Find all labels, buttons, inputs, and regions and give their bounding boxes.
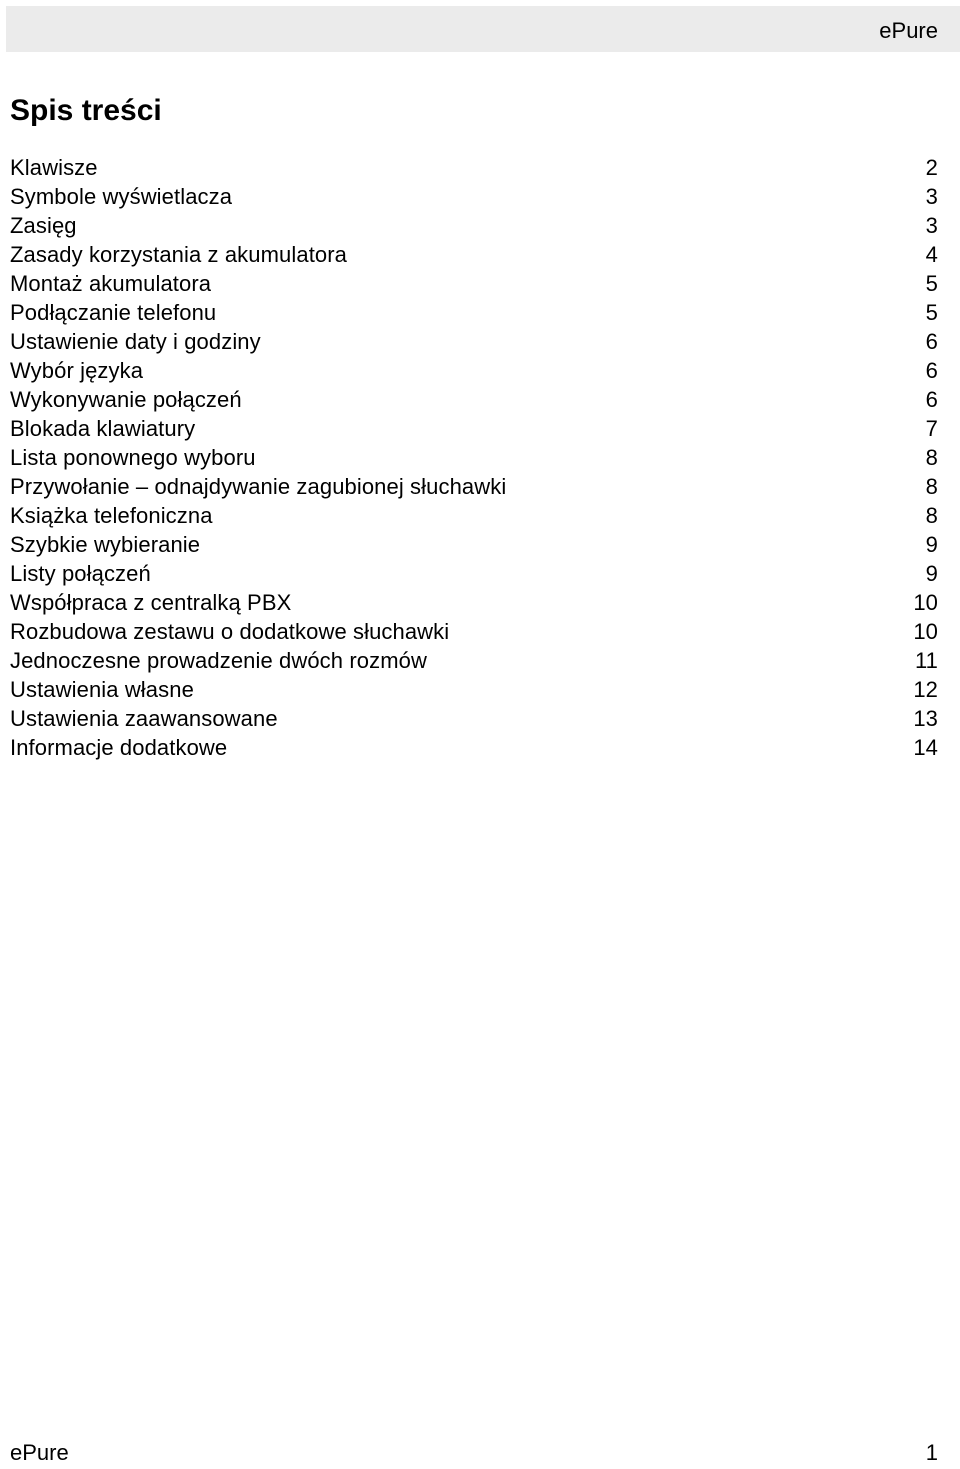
toc-entry-label: Książka telefoniczna — [10, 503, 213, 528]
toc-entry-page: 9 — [925, 561, 938, 586]
toc-entry-label: Przywołanie – odnajdywanie zagubionej słuchawki — [10, 474, 507, 499]
toc-entry-page: 8 — [925, 503, 938, 528]
toc-entry-page: 13 — [913, 706, 938, 731]
toc-entry-page: 10 — [913, 590, 938, 615]
toc-entry[interactable] — [10, 559, 938, 588]
toc-entry-label: Wykonywanie połączeń — [10, 387, 242, 412]
toc-entry[interactable] — [10, 704, 938, 733]
toc-entry-label: Klawisze — [10, 155, 98, 180]
page-footer — [10, 1440, 938, 1466]
toc-entry-page: 3 — [925, 213, 938, 238]
toc-entry-page: 7 — [925, 416, 938, 441]
toc-entry[interactable] — [10, 501, 938, 530]
toc-entry[interactable] — [10, 530, 938, 559]
toc-entry-label: Listy połączeń — [10, 561, 151, 586]
toc-entry-page: 14 — [913, 735, 938, 760]
toc-entry-page: 12 — [913, 677, 938, 702]
page-title: Spis treści — [10, 94, 162, 127]
toc-entry-label: Ustawienie daty i godziny — [10, 329, 261, 354]
toc-entry[interactable] — [10, 153, 938, 182]
toc-entry-page: 10 — [913, 619, 938, 644]
toc-entry[interactable] — [10, 472, 938, 501]
toc-entry[interactable] — [10, 617, 938, 646]
toc-entry[interactable] — [10, 211, 938, 240]
toc-entry-label: Współpraca z centralką PBX — [10, 590, 292, 615]
header-brand: ePure — [879, 18, 938, 43]
footer-brand: ePure — [10, 1440, 69, 1465]
toc-entry-label: Ustawienia własne — [10, 677, 194, 702]
table-of-contents — [10, 153, 938, 762]
toc-entry-label: Informacje dodatkowe — [10, 735, 228, 760]
toc-entry[interactable] — [10, 675, 938, 704]
toc-entry-page: 8 — [925, 445, 938, 470]
toc-entry-page: 6 — [925, 358, 938, 383]
toc-entry-page: 11 — [914, 648, 938, 673]
page-header — [6, 6, 960, 52]
toc-entry-page: 6 — [925, 329, 938, 354]
toc-entry[interactable] — [10, 356, 938, 385]
toc-entry[interactable] — [10, 588, 938, 617]
toc-entry-label: Rozbudowa zestawu o dodatkowe słuchawki — [10, 619, 450, 644]
toc-entry-label: Jednoczesne prowadzenie dwóch rozmów — [10, 648, 427, 673]
toc-entry[interactable] — [10, 414, 938, 443]
toc-entry[interactable] — [10, 298, 938, 327]
toc-entry-label: Podłączanie telefonu — [10, 300, 217, 325]
toc-entry-page: 5 — [925, 300, 938, 325]
toc-entry[interactable] — [10, 733, 938, 762]
toc-entry-page: 6 — [925, 387, 938, 412]
toc-entry[interactable] — [10, 443, 938, 472]
toc-entry-page: 9 — [925, 532, 938, 557]
footer-page-number: 1 — [925, 1440, 938, 1465]
toc-entry[interactable] — [10, 327, 938, 356]
toc-entry-label: Szybkie wybieranie — [10, 532, 201, 557]
toc-entry-label: Zasady korzystania z akumulatora — [10, 242, 348, 267]
toc-entry-label: Lista ponownego wyboru — [10, 445, 256, 470]
toc-entry-page: 3 — [925, 184, 938, 209]
toc-entry[interactable] — [10, 269, 938, 298]
toc-entry-label: Ustawienia zaawansowane — [10, 706, 278, 731]
toc-entry-label: Zasięg — [10, 213, 77, 238]
toc-entry-page: 2 — [925, 155, 938, 180]
toc-entry[interactable] — [10, 385, 938, 414]
toc-entry-page: 4 — [925, 242, 938, 267]
toc-entry-page: 5 — [925, 271, 938, 296]
toc-entry[interactable] — [10, 182, 938, 211]
toc-entry-page: 8 — [925, 474, 938, 499]
toc-entry[interactable] — [10, 646, 938, 675]
toc-entry[interactable] — [10, 240, 938, 269]
toc-entry-label: Symbole wyświetlacza — [10, 184, 233, 209]
toc-entry-label: Blokada klawiatury — [10, 416, 196, 441]
toc-entry-label: Montaż akumulatora — [10, 271, 212, 296]
toc-entry-label: Wybór języka — [10, 358, 144, 383]
